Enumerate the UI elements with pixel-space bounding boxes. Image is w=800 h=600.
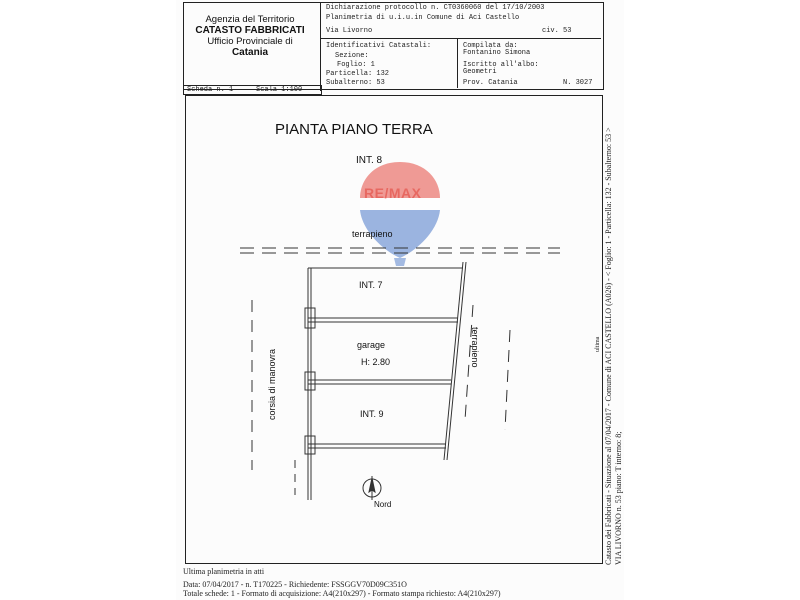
plan-title: PIANTA PIANO TERRA [275, 121, 433, 138]
height-label: H: 2.80 [361, 357, 391, 367]
ident-title: Identificativi Catastali: [326, 42, 432, 50]
catasto-title: CATASTO FABBRICATI [195, 25, 305, 36]
civic-number: civ. 53 [542, 27, 572, 35]
side-text-small: ultima [595, 336, 601, 352]
albo-value: Geometri [463, 68, 497, 76]
footer-schede: Totale schede: 1 - Formato di acquisizione: A4(210x297) - Formato stampa richiesto: A4(210x297) [183, 589, 501, 598]
north-label: Nord [374, 500, 392, 509]
street-line: Via Livorno [326, 27, 373, 35]
foglio: Foglio: 1 [337, 61, 375, 69]
scale: Scala 1:100 [256, 86, 303, 94]
footer-ultima: Ultima planimetria in atti [183, 567, 265, 576]
protocol-line: Dichiarazione protocollo n. CT0360060 del 17/10/2003 [326, 4, 545, 12]
terrapieno-top-label: terrapieno [352, 229, 393, 239]
scheda-number: Scheda n. 1 [187, 86, 234, 94]
compilata-label: Compilata da: [463, 42, 518, 50]
side-text-line-1: Catasto dei Fabbricati - Situazione al 07/04/2017 - Comune di ACI CASTELLO (A026) - < Foglio: 1 - Particella: 132 - Subalterno: 53 > [604, 127, 613, 565]
remax-watermark-text: RE/MAX [364, 185, 422, 201]
int-8-label: INT. 8 [356, 155, 383, 166]
iscritto-label: Iscritto all'albo: [463, 61, 539, 69]
garage-label: garage [357, 340, 386, 350]
int-9-label: INT. 9 [360, 409, 384, 419]
office-name: Ufficio Provinciale di [207, 36, 293, 47]
int-7-label: INT. 7 [359, 280, 383, 290]
planimetry-line: Planimetria di u.i.u.in Comune di Aci Castello [326, 14, 520, 22]
province: Prov. Catania [463, 79, 518, 87]
side-text-line-2: VIA LIVORNO n. 53 piano: T interno: 8; [614, 431, 623, 565]
subalterno: Subalterno: 53 [326, 79, 385, 87]
terrapieno-side-label: terrapieno [470, 327, 480, 368]
registration-number: N. 3027 [563, 79, 593, 87]
agency-name: Agenzia del Territorio [205, 14, 295, 25]
corsia-label: corsia di manovra [267, 348, 277, 420]
particella: Particella: 132 [326, 70, 390, 78]
compiler-name: Fontanino Simona [463, 49, 531, 57]
sezione: Sezione: [335, 52, 369, 60]
footer-data: Data: 07/04/2017 - n. T170225 - Richiedente: FSSGGV70D09C351O [183, 580, 407, 589]
office-city: Catania [231, 47, 269, 58]
